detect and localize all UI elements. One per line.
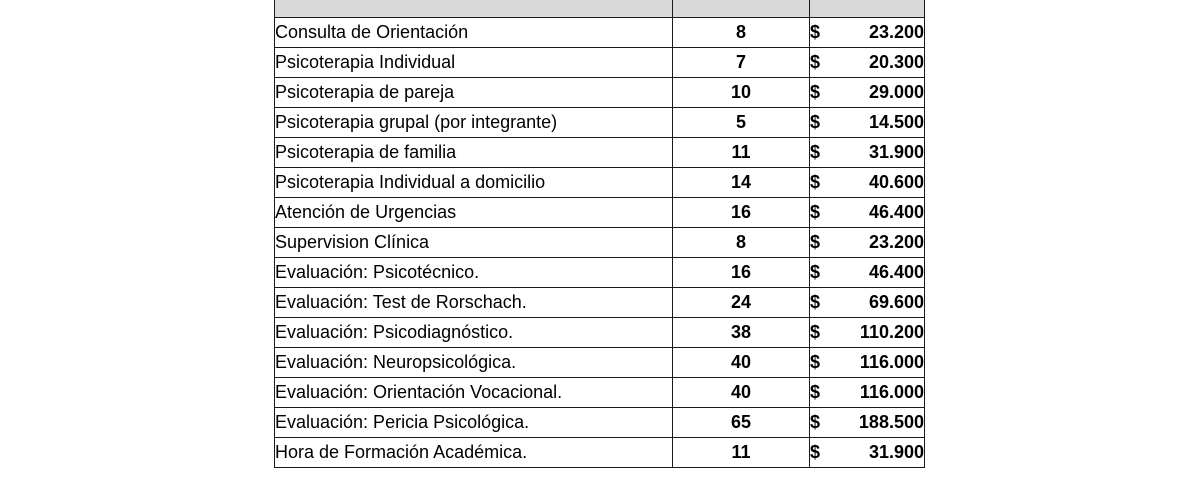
service-name: Psicoterapia de pareja bbox=[275, 78, 673, 108]
service-name: Evaluación: Psicotécnico. bbox=[275, 258, 673, 288]
price-wrapper bbox=[810, 108, 924, 137]
price-cell bbox=[810, 168, 925, 198]
table-row bbox=[275, 288, 925, 318]
units-value: 7 bbox=[673, 48, 810, 78]
table-row bbox=[275, 348, 925, 378]
units-value: 8 bbox=[673, 18, 810, 48]
currency-symbol: $ bbox=[810, 382, 821, 402]
table-row bbox=[275, 438, 925, 468]
price-amount: 31.900 bbox=[868, 142, 924, 162]
price-wrapper bbox=[810, 438, 924, 467]
units-value: 40 bbox=[673, 348, 810, 378]
service-name: Psicoterapia Individual bbox=[275, 48, 673, 78]
price-wrapper bbox=[810, 228, 924, 257]
table-row bbox=[275, 258, 925, 288]
table-header bbox=[275, 0, 925, 18]
service-name: Supervision Clínica bbox=[275, 228, 673, 258]
table-row bbox=[275, 18, 925, 48]
price-wrapper bbox=[810, 288, 924, 317]
price-cell bbox=[810, 48, 925, 78]
price-wrapper bbox=[810, 168, 924, 197]
units-value: 38 bbox=[673, 318, 810, 348]
table-row bbox=[275, 48, 925, 78]
price-wrapper bbox=[810, 318, 924, 347]
price-cell bbox=[810, 108, 925, 138]
units-value: 16 bbox=[673, 258, 810, 288]
price-wrapper bbox=[810, 18, 924, 47]
currency-symbol: $ bbox=[810, 292, 821, 312]
header-service bbox=[275, 0, 673, 18]
service-name: Psicoterapia Individual a domicilio bbox=[275, 168, 673, 198]
table-row bbox=[275, 228, 925, 258]
units-value: 65 bbox=[673, 408, 810, 438]
service-name: Hora de Formación Académica. bbox=[275, 438, 673, 468]
service-name: Evaluación: Orientación Vocacional. bbox=[275, 378, 673, 408]
price-cell bbox=[810, 198, 925, 228]
currency-symbol: $ bbox=[810, 52, 821, 72]
price-cell bbox=[810, 228, 925, 258]
price-amount: 31.900 bbox=[868, 442, 924, 462]
currency-symbol: $ bbox=[810, 112, 821, 132]
units-value: 11 bbox=[673, 438, 810, 468]
price-amount: 46.400 bbox=[868, 262, 924, 282]
fee-table bbox=[274, 0, 925, 468]
units-value: 24 bbox=[673, 288, 810, 318]
currency-symbol: $ bbox=[810, 262, 821, 282]
price-amount: 69.600 bbox=[868, 292, 924, 312]
price-amount: 14.500 bbox=[868, 112, 924, 132]
currency-symbol: $ bbox=[810, 82, 821, 102]
price-cell bbox=[810, 408, 925, 438]
service-name: Psicoterapia de familia bbox=[275, 138, 673, 168]
price-wrapper bbox=[810, 48, 924, 77]
service-name: Evaluación: Psicodiagnóstico. bbox=[275, 318, 673, 348]
currency-symbol: $ bbox=[810, 172, 821, 192]
price-wrapper bbox=[810, 78, 924, 107]
price-wrapper bbox=[810, 138, 924, 167]
table-row bbox=[275, 198, 925, 228]
price-cell bbox=[810, 348, 925, 378]
service-name: Atención de Urgencias bbox=[275, 198, 673, 228]
table-row bbox=[275, 108, 925, 138]
units-value: 8 bbox=[673, 228, 810, 258]
price-cell bbox=[810, 78, 925, 108]
units-value: 11 bbox=[673, 138, 810, 168]
header-price bbox=[810, 0, 925, 18]
currency-symbol: $ bbox=[810, 322, 821, 342]
header-units bbox=[673, 0, 810, 18]
table-row bbox=[275, 378, 925, 408]
currency-symbol: $ bbox=[810, 202, 821, 222]
currency-symbol: $ bbox=[810, 232, 821, 252]
units-value: 5 bbox=[673, 108, 810, 138]
table-row bbox=[275, 408, 925, 438]
units-value: 16 bbox=[673, 198, 810, 228]
price-wrapper bbox=[810, 408, 924, 437]
price-amount: 116.000 bbox=[859, 352, 924, 372]
currency-symbol: $ bbox=[810, 142, 821, 162]
table-row bbox=[275, 138, 925, 168]
service-name: Evaluación: Pericia Psicológica. bbox=[275, 408, 673, 438]
currency-symbol: $ bbox=[810, 352, 821, 372]
price-amount: 20.300 bbox=[868, 52, 924, 72]
currency-symbol: $ bbox=[810, 442, 821, 462]
price-amount: 23.200 bbox=[868, 22, 924, 42]
price-amount: 188.500 bbox=[858, 412, 924, 432]
table-row bbox=[275, 78, 925, 108]
service-name: Psicoterapia grupal (por integrante) bbox=[275, 108, 673, 138]
currency-symbol: $ bbox=[810, 412, 821, 432]
price-cell bbox=[810, 138, 925, 168]
header-row bbox=[275, 0, 925, 18]
price-cell bbox=[810, 438, 925, 468]
table-row bbox=[275, 168, 925, 198]
price-wrapper bbox=[810, 348, 924, 377]
currency-symbol: $ bbox=[810, 22, 821, 42]
table-row bbox=[275, 318, 925, 348]
price-cell bbox=[810, 18, 925, 48]
service-name: Consulta de Orientación bbox=[275, 18, 673, 48]
price-cell bbox=[810, 318, 925, 348]
units-value: 14 bbox=[673, 168, 810, 198]
price-cell bbox=[810, 288, 925, 318]
units-value: 40 bbox=[673, 378, 810, 408]
service-name: Evaluación: Neuropsicológica. bbox=[275, 348, 673, 378]
price-cell bbox=[810, 378, 925, 408]
units-value: 10 bbox=[673, 78, 810, 108]
price-amount: 29.000 bbox=[868, 82, 924, 102]
price-amount: 23.200 bbox=[868, 232, 924, 252]
price-amount: 40.600 bbox=[868, 172, 924, 192]
price-amount: 116.000 bbox=[859, 382, 924, 402]
table-body bbox=[275, 18, 925, 468]
price-cell bbox=[810, 258, 925, 288]
price-wrapper bbox=[810, 378, 924, 407]
service-name: Evaluación: Test de Rorschach. bbox=[275, 288, 673, 318]
price-amount: 110.200 bbox=[859, 322, 924, 342]
price-wrapper bbox=[810, 198, 924, 227]
price-wrapper bbox=[810, 258, 924, 287]
price-amount: 46.400 bbox=[868, 202, 924, 222]
